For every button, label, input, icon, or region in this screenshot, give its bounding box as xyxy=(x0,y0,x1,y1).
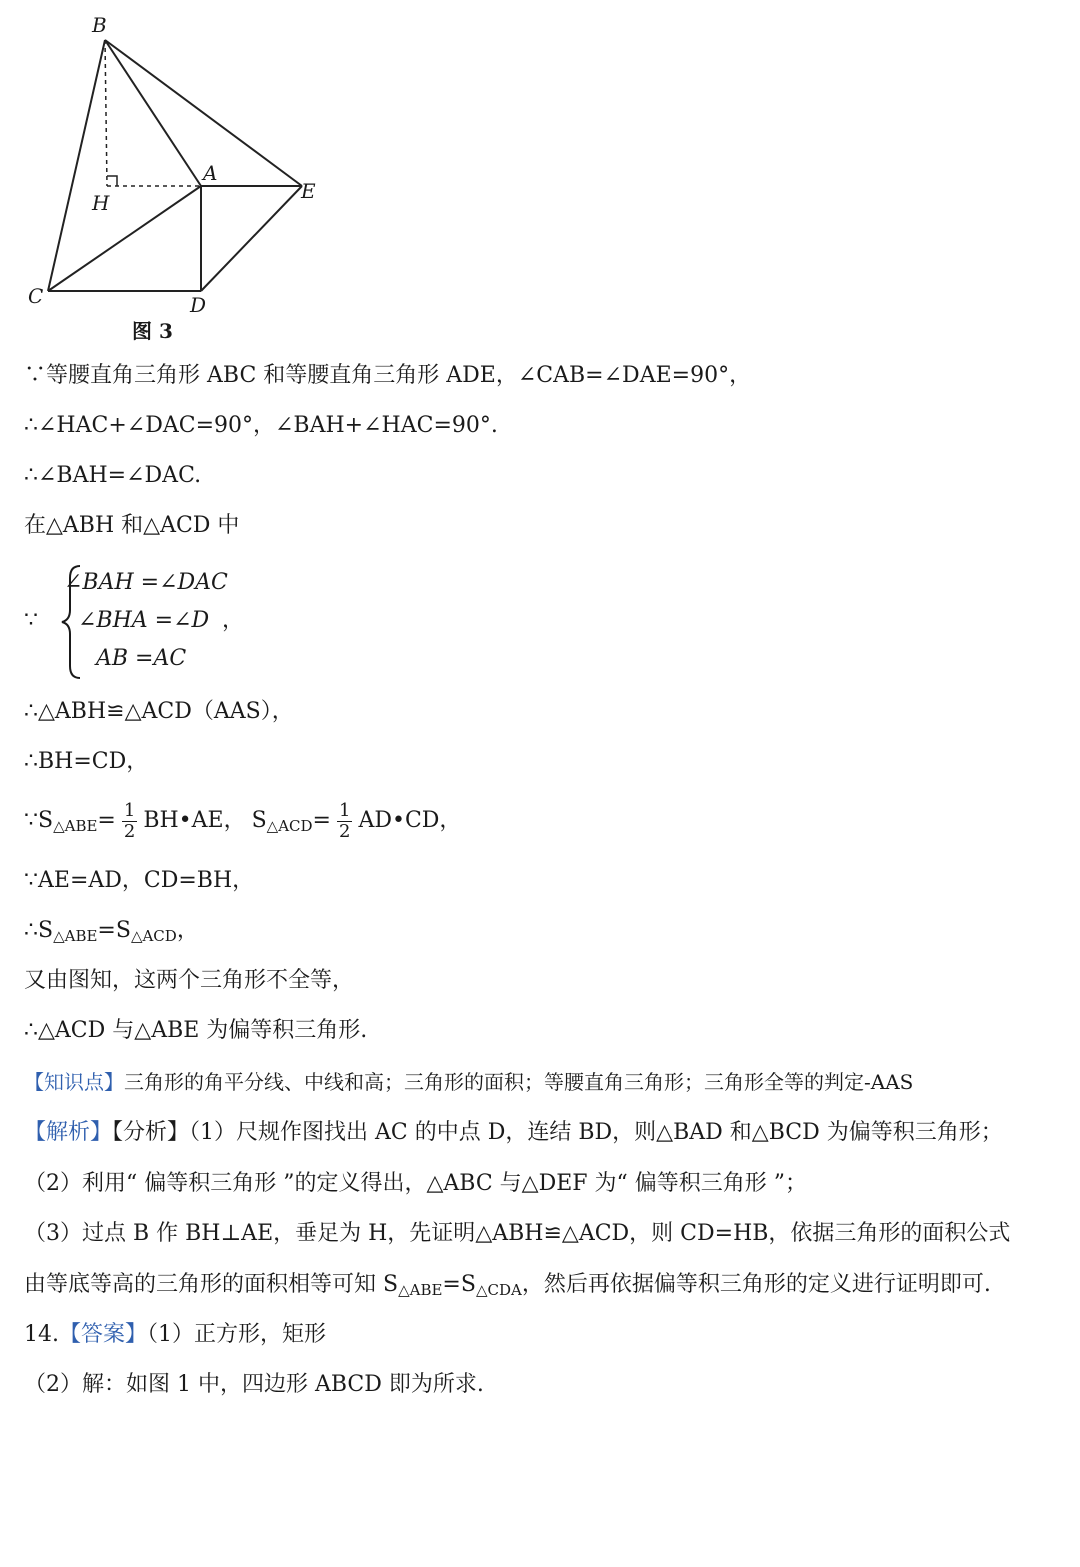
proof-line-5: ∴△ABH≌△ACD（AAS）， xyxy=(24,699,294,724)
condition-comma: ， xyxy=(222,608,245,633)
segment-BA xyxy=(105,40,201,186)
knowledge-points xyxy=(24,1067,913,1097)
product-text: BH•AE， xyxy=(143,808,246,833)
answer-line-2: （2）解：如图 1 中，四边形 ABCD 即为所求. xyxy=(24,1372,484,1397)
condition-1: ∠BAH =∠DAC xyxy=(64,570,228,595)
equals-sign: = xyxy=(97,808,116,833)
segment-BH xyxy=(105,40,107,186)
fraction-denominator: 2 xyxy=(338,820,351,842)
product-text: AD•CD， xyxy=(358,808,462,833)
because-symbol: ∵ xyxy=(24,808,38,833)
proof-line-8: ∵AE=AD，CD=BH， xyxy=(24,868,255,893)
condition-2: ∠BHA =∠D xyxy=(78,608,210,633)
proof-line-6: ∴BH=CD， xyxy=(24,749,149,774)
proof-line-4: 在△ABH 和△ACD 中 xyxy=(24,513,240,538)
proof-line-2: ∴∠HAC+∠DAC=90°，∠BAH+∠HAC=90°. xyxy=(24,413,498,438)
area-symbol: S xyxy=(38,808,54,833)
label-C: C xyxy=(28,284,44,308)
line-tail: ， xyxy=(176,918,199,943)
fraction-denominator: 2 xyxy=(123,820,136,842)
analysis-line-3: （3）过点 B 作 BH⊥AE，垂足为 H，先证明△ABH≌△ACD，则 CD=HB，依据三角形的面积公式 xyxy=(24,1221,1011,1246)
segment-AC xyxy=(48,186,201,291)
area-subscript: △ABE xyxy=(398,1281,443,1299)
label-D: D xyxy=(190,293,207,317)
area-subscript: △ABE xyxy=(53,927,98,945)
fraction-half xyxy=(337,801,352,842)
analysis-line-4 xyxy=(24,1270,991,1305)
therefore-symbol: ∴ xyxy=(24,918,38,943)
analysis-text: ，然后再依据偏等积三角形的定义进行证明即可. xyxy=(521,1272,991,1297)
area-subscript: △ACD xyxy=(130,927,177,945)
geometry-figure xyxy=(0,0,340,320)
analysis-subtag: 【分析】 xyxy=(112,1120,190,1145)
knowledge-tag: 【知识点】 xyxy=(24,1070,124,1094)
proof-line-1: ∵等腰直角三角形 ABC 和等腰直角三角形 ADE，∠CAB=∠DAE=90°， xyxy=(24,363,752,388)
answer-line-1 xyxy=(24,1320,326,1350)
fraction-numerator: 1 xyxy=(338,799,351,821)
right-angle-mark xyxy=(107,176,117,186)
equals-text: =S xyxy=(97,918,131,943)
proof-line-11: ∴△ACD 与△ABE 为偏等积三角形. xyxy=(24,1018,368,1043)
label-B: B xyxy=(92,13,107,37)
because-symbol: ∵ xyxy=(24,608,38,633)
area-equal-line xyxy=(24,916,199,951)
condition-3: AB =AC xyxy=(96,646,187,671)
analysis-text: （1）尺规作图找出 AC 的中点 D，连结 BD，则△BAD 和△BCD 为偏等积三角形； xyxy=(189,1120,1003,1145)
segment-BC xyxy=(48,40,105,291)
label-E: E xyxy=(301,179,316,203)
proof-line-3: ∴∠BAH=∠DAC. xyxy=(24,463,202,488)
question-number: 14. xyxy=(24,1322,59,1347)
figure-caption: 图 3 xyxy=(132,319,173,343)
segment-DE xyxy=(201,186,302,291)
label-H: H xyxy=(92,191,110,215)
analysis-text: 由等底等高的三角形的面积相等可知 S xyxy=(24,1272,399,1297)
area-symbol: S xyxy=(38,918,54,943)
analysis-line-2: （2）利用“ 偏等积三角形 ”的定义得出，△ABC 与△DEF 为“ 偏等积三角形 ”； xyxy=(24,1171,808,1196)
proof-line-10: 又由图知，这两个三角形不全等， xyxy=(24,968,355,993)
area-formula-line xyxy=(24,798,461,849)
area-subscript: △ACD xyxy=(266,817,313,835)
knowledge-text: 三角形的角平分线、中线和高；三角形的面积；等腰直角三角形；三角形全等的判定-AAS xyxy=(124,1070,914,1094)
answer-tag: 【答案】 xyxy=(59,1322,148,1347)
fraction-numerator: 1 xyxy=(123,799,136,821)
equals-sign: = xyxy=(312,808,331,833)
fraction-half xyxy=(122,801,137,842)
congruence-conditions xyxy=(24,562,284,682)
area-subscript: △CDA xyxy=(475,1281,522,1299)
area-subscript: △ABE xyxy=(53,817,98,835)
area-symbol: S xyxy=(251,808,267,833)
label-A: A xyxy=(203,161,218,185)
analysis-tag: 【解析】 xyxy=(24,1120,113,1145)
answer-text: （1）正方形，矩形 xyxy=(147,1322,327,1347)
analysis-line-1 xyxy=(24,1118,1003,1148)
equals-text: =S xyxy=(442,1272,476,1297)
